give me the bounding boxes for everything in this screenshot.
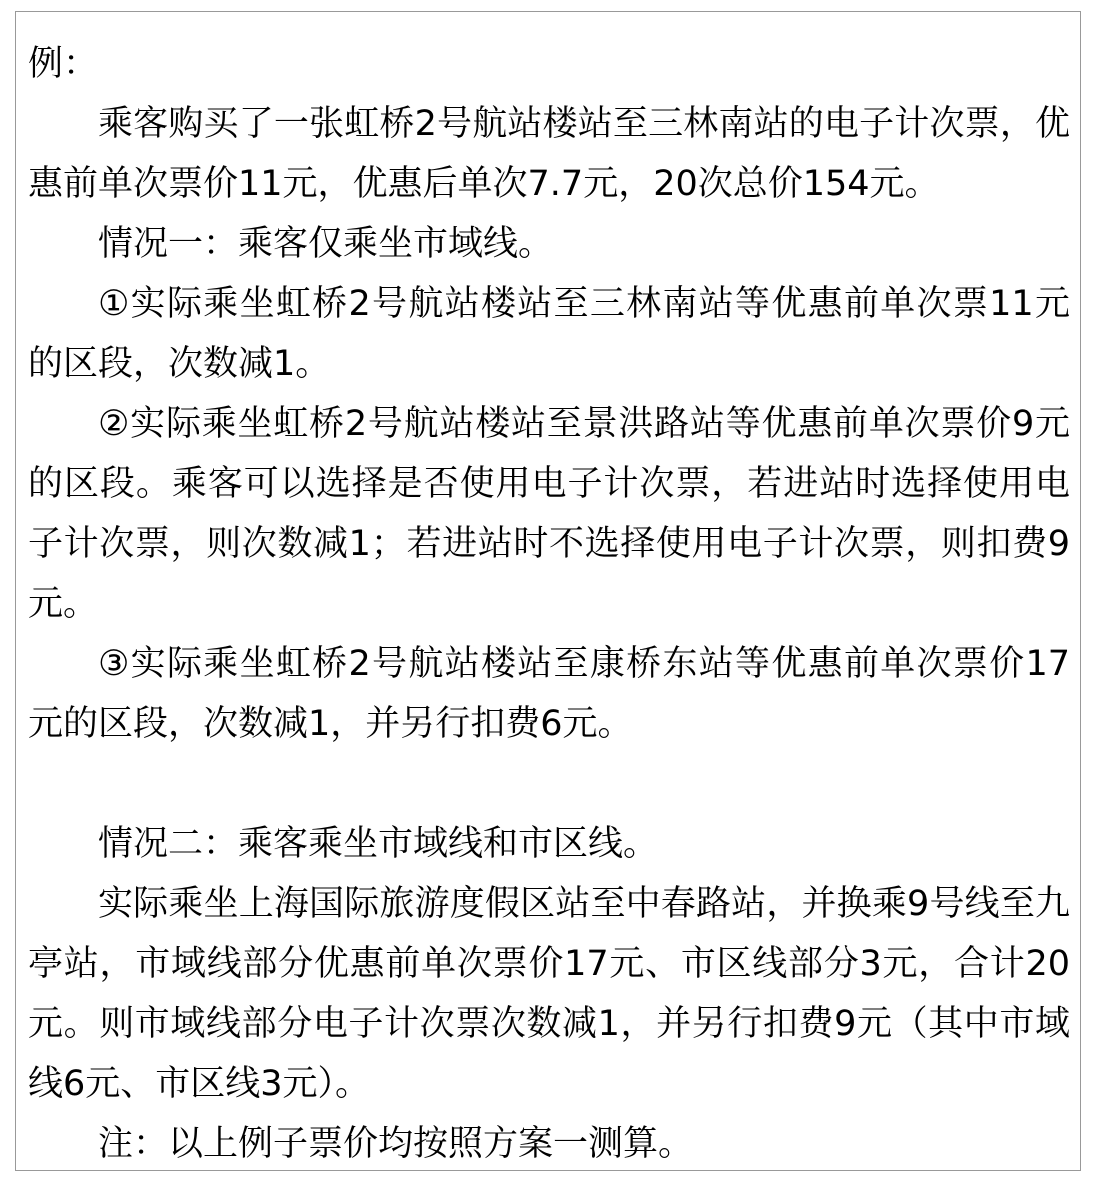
intro-paragraph: 乘客购买了一张虹桥2号航站楼站至三林南站的电子计次票，优惠前单次票价11元，优惠后单次7.7元，20次总价154元。	[28, 104, 1070, 204]
note-paragraph: 注：以上例子票价均按照方案一测算。	[98, 1124, 694, 1164]
example-heading: 例：	[28, 44, 99, 84]
case1-title: 情况一：乘客仅乘坐市域线。	[98, 224, 554, 264]
case2-body: 实际乘坐上海国际旅游度假区站至中春路站，并换乘9号线至九亭站，市域线部分优惠前单次票价17元、市区线部分3元，合计20元。则市域线部分电子计次票次数减1，并另行扣费9元（其中市域线6元、市区线3元）。	[28, 884, 1070, 1104]
case1-item-3: ③实际乘坐虹桥2号航站楼站至康桥东站等优惠前单次票价17元的区段，次数减1，并另行扣费6元。	[28, 644, 1070, 744]
case2-title: 情况二：乘客乘坐市域线和市区线。	[98, 824, 659, 864]
case1-item-1: ①实际乘坐虹桥2号航站楼站至三林南站等优惠前单次票11元的区段，次数减1。	[28, 284, 1070, 384]
document-frame	[15, 11, 1081, 1171]
paragraph-gap	[28, 754, 1070, 814]
case1-item-2: ②实际乘坐虹桥2号航站楼站至景洪路站等优惠前单次票价9元的区段。乘客可以选择是否使用电子计次票，若进站时选择使用电子计次票，则次数减1；若进站时不选择使用电子计次票，则扣费9元。	[28, 404, 1070, 624]
document-content	[28, 34, 1070, 1174]
